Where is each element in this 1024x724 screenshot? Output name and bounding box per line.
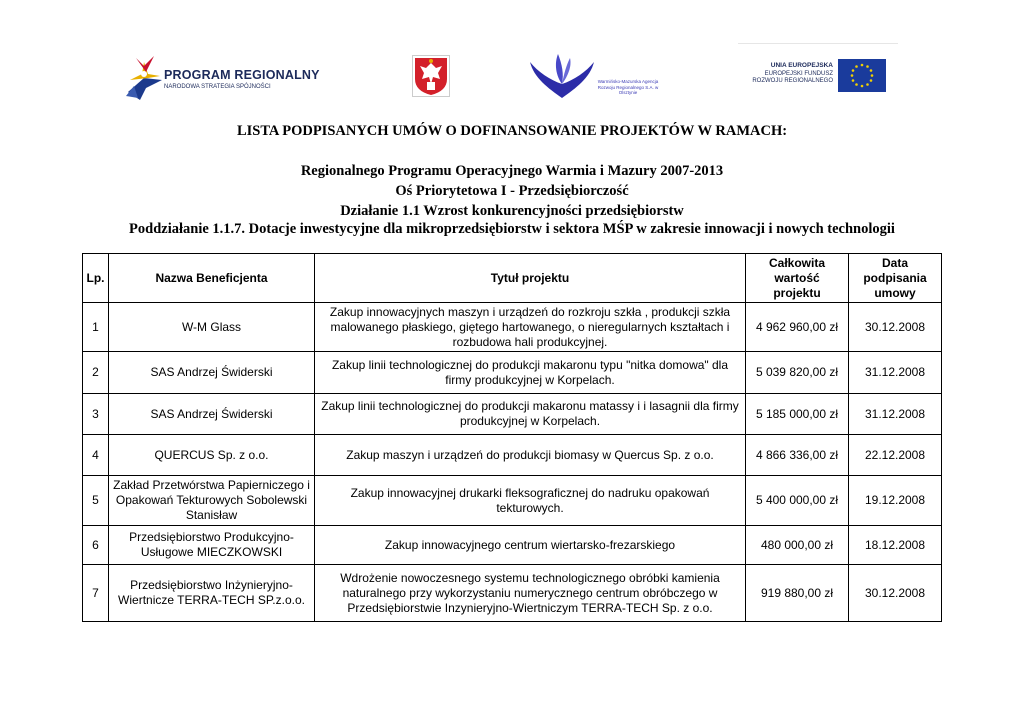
- agency-emblem-icon: [528, 52, 596, 100]
- program-regionalny-logo: [124, 52, 320, 102]
- agency-name: Warmińsko-Mazurska Agencja Rozwoju Regionalnego S.A. w Olsztynie: [597, 79, 659, 95]
- table-header-row: [83, 254, 942, 303]
- cell-lp: 3: [83, 394, 109, 435]
- cell-lp: 1: [83, 303, 109, 352]
- header-beneficiary: Nazwa Beneficjenta: [109, 254, 315, 303]
- eu-logo: [745, 58, 890, 94]
- cell-value: 480 000,00 zł: [746, 526, 849, 565]
- table-row: [83, 352, 942, 394]
- cell-beneficiary: Przedsiębiorstwo Produkcyjno-Usługowe MIECZKOWSKI: [109, 526, 315, 565]
- cell-beneficiary: SAS Andrzej Świderski: [109, 394, 315, 435]
- logo-bar: [0, 0, 1024, 115]
- table-row: [83, 476, 942, 526]
- program-name: PROGRAM REGIONALNY: [164, 68, 320, 82]
- cell-beneficiary: SAS Andrzej Świderski: [109, 352, 315, 394]
- cell-date: 30.12.2008: [849, 565, 942, 622]
- star-icon: [124, 52, 164, 102]
- cell-date: 30.12.2008: [849, 303, 942, 352]
- cell-title: Zakup maszyn i urządzeń do produkcji biomasy w Quercus Sp. z o.o.: [315, 435, 746, 476]
- cell-title: Zakup innowacyjnego centrum wiertarsko-frezarskiego: [315, 526, 746, 565]
- cell-value: 5 039 820,00 zł: [746, 352, 849, 394]
- header-lp: Lp.: [83, 254, 109, 303]
- cell-date: 31.12.2008: [849, 394, 942, 435]
- crest-logo: [412, 55, 450, 97]
- cell-value: 5 400 000,00 zł: [746, 476, 849, 526]
- header-value: Całkowita wartość projektu: [746, 254, 849, 303]
- eu-flag-icon: [838, 59, 886, 92]
- top-divider: [738, 43, 898, 44]
- cell-date: 31.12.2008: [849, 352, 942, 394]
- cell-title: Zakup linii technologicznej do produkcji makaronu matassy i i lasagnii dla firmy produkcyjnej w Korpelach.: [315, 394, 746, 435]
- cell-value: 919 880,00 zł: [746, 565, 849, 622]
- cell-lp: 5: [83, 476, 109, 526]
- table-row: [83, 435, 942, 476]
- measure-heading: Działanie 1.1 Wzrost konkurencyjności przedsiębiorstw: [340, 203, 684, 219]
- program-subtitle: NARODOWA STRATEGIA SPÓJNOŚCI: [164, 84, 271, 90]
- cell-beneficiary: Przedsiębiorstwo Inżynieryjno-Wiertnicze TERRA-TECH SP.z.o.o.: [109, 565, 315, 622]
- cell-date: 22.12.2008: [849, 435, 942, 476]
- eu-line-1: UNIA EUROPEJSKA: [770, 62, 833, 69]
- cell-value: 4 962 960,00 zł: [746, 303, 849, 352]
- cell-title: Wdrożenie nowoczesnego systemu technologicznego obróbki kamienia naturalnego przy wykorzystaniu numerycznego centrum obróbczego w Przedsiębiorstwie Inzynieryjno-Wiertniczym TERRA-TECH Sp. z o.o.: [315, 565, 746, 622]
- cell-title: Zakup innowacyjnej drukarki fleksograficznej do nadruku opakowań tekturowych.: [315, 476, 746, 526]
- cell-title: Zakup innowacyjnych maszyn i urządzeń do rozkroju szkła , produkcji szkła malowanego płaskiego, giętego hartowanego, o nieregularnych kształtach i rozbudowa hali produkcyjnej.: [315, 303, 746, 352]
- cell-beneficiary: Zakład Przetwórstwa Papierniczego i Opakowań Tekturowych Sobolewski Stanisław: [109, 476, 315, 526]
- agency-logo: [528, 52, 668, 102]
- header-date: Data podpisania umowy: [849, 254, 942, 303]
- cell-title: Zakup linii technologicznej do produkcji makaronu typu "nitka domowa" dla firmy produkcyjnej w Korpelach.: [315, 352, 746, 394]
- list-title: LISTA PODPISANYCH UMÓW O DOFINANSOWANIE PROJEKTÓW W RAMACH:: [236, 123, 788, 139]
- table-row: [83, 303, 942, 352]
- coat-of-arms-icon: [412, 55, 450, 97]
- submeasure-heading: Poddziałanie 1.1.7. Dotacje inwestycyjne dla mikroprzedsiębiorstw i sektora MŚP w zakresie innowacji i nowych technologii: [129, 221, 895, 237]
- header-title: Tytuł projektu: [315, 254, 746, 303]
- cell-date: 18.12.2008: [849, 526, 942, 565]
- table-row: [83, 394, 942, 435]
- cell-lp: 6: [83, 526, 109, 565]
- cell-date: 19.12.2008: [849, 476, 942, 526]
- cell-beneficiary: QUERCUS Sp. z o.o.: [109, 435, 315, 476]
- contracts-table: [82, 253, 942, 622]
- cell-lp: 7: [83, 565, 109, 622]
- eu-line-3: ROZWOJU REGIONALNEGO: [752, 78, 833, 84]
- cell-value: 5 185 000,00 zł: [746, 394, 849, 435]
- cell-lp: 2: [83, 352, 109, 394]
- priority-axis-heading: Oś Priorytetowa I - Przedsiębiorczość: [395, 183, 629, 199]
- cell-value: 4 866 336,00 zł: [746, 435, 849, 476]
- program-heading: Regionalnego Programu Operacyjnego Warmia i Mazury 2007-2013: [300, 163, 724, 179]
- table-row: [83, 526, 942, 565]
- cell-beneficiary: W-M Glass: [109, 303, 315, 352]
- cell-lp: 4: [83, 435, 109, 476]
- table-row: [83, 565, 942, 622]
- eu-text: [745, 62, 833, 86]
- eu-line-2: EUROPEJSKI FUNDUSZ: [764, 70, 833, 77]
